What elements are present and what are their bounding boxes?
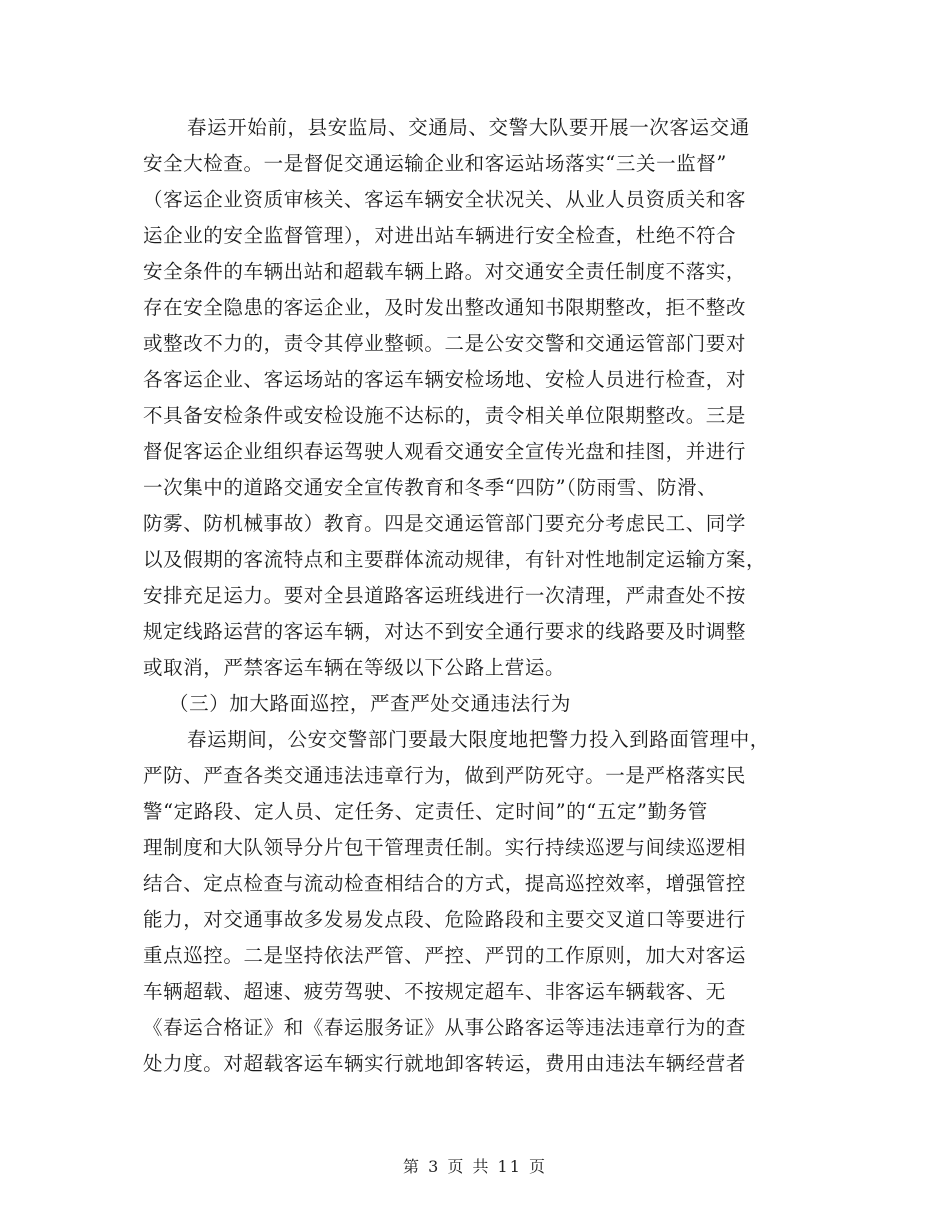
paragraph-line: 结合、定点检查与流动检查相结合的方式，提高巡控效率，增强管控 (143, 872, 747, 895)
paragraph-line: 安全条件的车辆出站和超载车辆上路。对交通安全责任制度不落实， (143, 260, 747, 283)
paragraph-line: 理制度和大队领导分片包干管理责任制。实行持续巡逻与间续巡逻相 (143, 836, 747, 859)
paragraph-line: 严防、严查各类交通违法违章行为，做到严防死守。一是严格落实民 (143, 764, 747, 787)
paragraph-line: 防雾、防机械事故）教育。四是交通运管部门要充分考虑民工、同学 (143, 512, 747, 535)
paragraph-line: 警“定路段、定人员、定任务、定责任、定时间”的“五定”勤务管 (143, 800, 708, 823)
paragraph-line: 春运期间，公安交警部门要最大限度地把警力投入到路面管理中， (187, 728, 770, 751)
paragraph-line: 安排充足运力。要对全县道路客运班线进行一次清理，严肃查处不按 (143, 584, 747, 607)
body-text (143, 110, 808, 1082)
paragraph-line: 能力，对交通事故多发易发点段、危险路段和主要交叉道口等要进行 (143, 908, 747, 931)
paragraph-line: 重点巡控。二是坚持依法严管、严控、严罚的工作原则，加大对客运 (143, 944, 747, 967)
paragraph-line: 一次集中的道路交通安全宣传教育和冬季“四防”（防雨雪、防滑、 (143, 476, 718, 499)
paragraph-line: 处力度。对超载客运车辆实行就地卸客转运，费用由违法车辆经营者 (143, 1052, 747, 1075)
paragraph-line: 规定线路运营的客运车辆，对达不到安全通行要求的线路要及时调整 (143, 620, 747, 643)
paragraph-line: 各客运企业、客运场站的客运车辆安检场地、安检人员进行检查，对 (143, 368, 747, 391)
paragraph-line: （客运企业资质审核关、客运车辆安全状况关、从业人员资质关和客 (143, 188, 747, 211)
paragraph-line: 不具备安检条件或安检设施不达标的，责令相关单位限期整改。三是 (143, 404, 747, 427)
paragraph-line: 存在安全隐患的客运企业，及时发出整改通知书限期整改，拒不整改 (143, 296, 747, 319)
section-heading: （三）加大路面巡控，严查严处交通违法行为 (169, 692, 572, 715)
paragraph-line: 以及假期的客流特点和主要群体流动规律，有针对性地制定运输方案， (143, 548, 767, 571)
paragraph-line: 春运开始前，县安监局、交通局、交警大队要开展一次客运交通 (187, 116, 750, 139)
paragraph-line: 或取消，严禁客运车辆在等级以下公路上营运。 (143, 656, 566, 679)
page-number-footer: 第 3 页 共 11 页 (403, 1157, 547, 1176)
paragraph-line: 《春运合格证》和《春运服务证》从事公路客运等违法违章行为的查 (143, 1016, 747, 1039)
paragraph-line: 或整改不力的，责令其停业整顿。二是公安交警和交通运管部门要对 (143, 332, 747, 355)
paragraph-line: 运企业的安全监督管理），对进出站车辆进行安全检查，杜绝不符合 (143, 224, 737, 247)
paragraph-line: 车辆超载、超速、疲劳驾驶、不按规定超车、非客运车辆载客、无 (143, 980, 726, 1003)
paragraph-line: 安全大检查。一是督促交通运输企业和客运站场落实“三关一监督” (143, 152, 727, 175)
paragraph-line: 督促客运企业组织春运驾驶人观看交通安全宣传光盘和挂图，并进行 (143, 440, 747, 463)
